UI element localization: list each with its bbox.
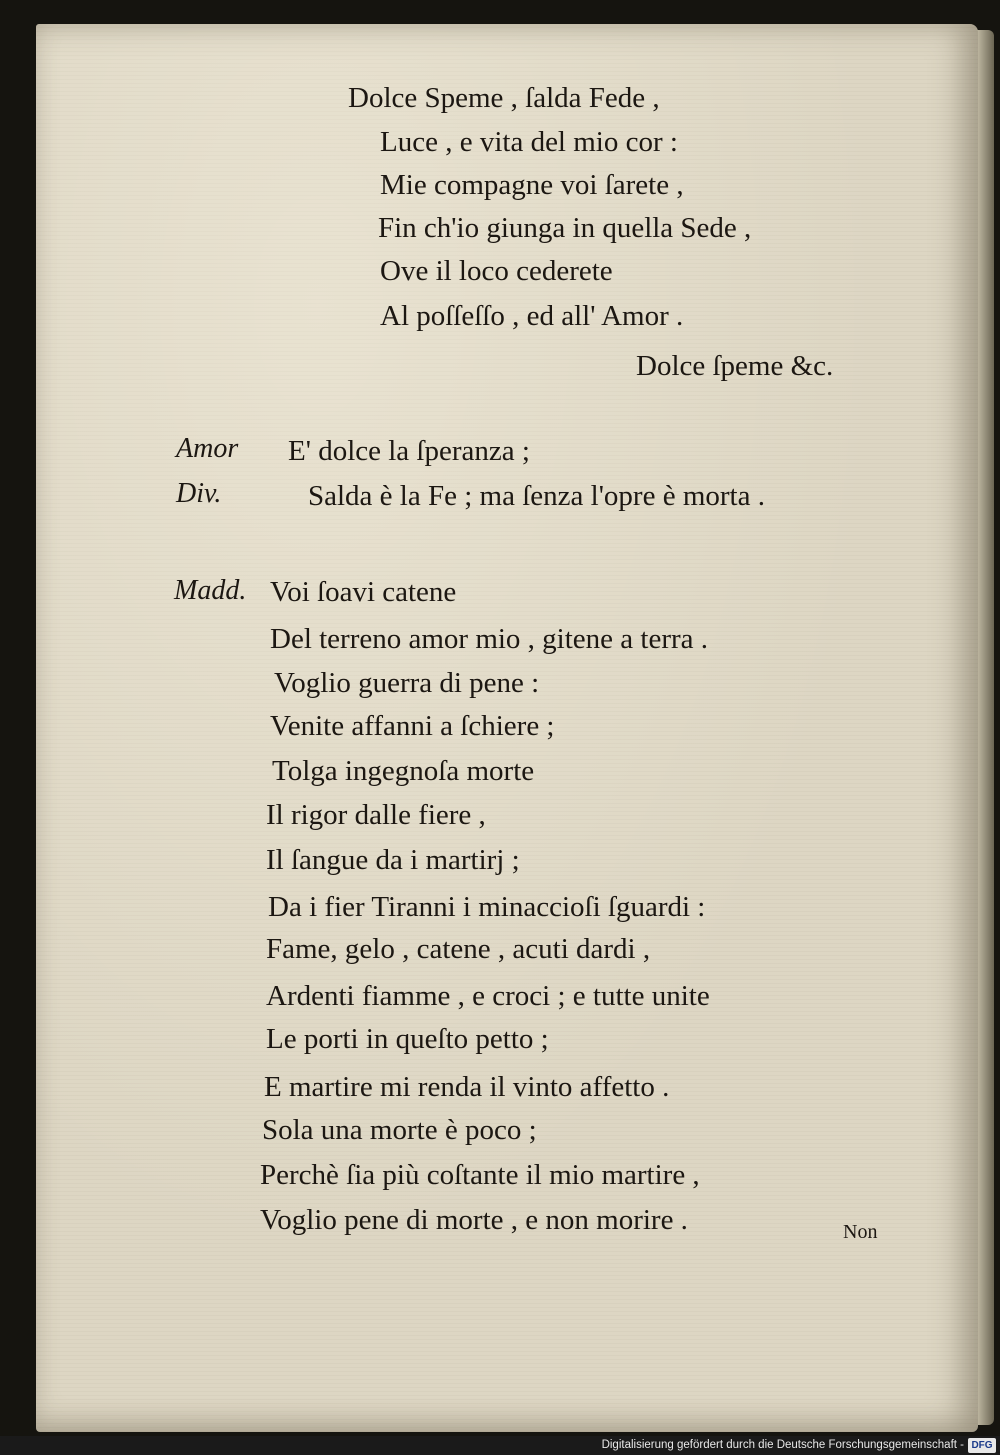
verse-line: Fin ch'io giunga in quella Sede , [378,212,752,244]
dialogue-line: E' dolce la ſperanza ; [288,435,530,467]
verse-line: Luce , e vita del mio cor : [380,126,678,158]
verse-line: Mie compagne voi ſarete , [380,169,684,201]
speech-line: Il rigor dalle fiere , [266,799,486,831]
speech-line: Sola una morte è poco ; [262,1114,537,1146]
speech-line: Perchè ſia più coſtante il mio martire , [260,1159,700,1191]
speech-line: Voglio guerra di pene : [274,667,540,699]
speech-line: Il ſangue da i martirj ; [266,844,520,876]
refrain-line: Dolce ſpeme &c. [636,350,834,382]
dfg-logo-icon: DFG [968,1438,996,1453]
speech-line: Fame, gelo , catene , acuti dardi , [266,933,651,965]
speech-line: Le porti in queſto petto ; [266,1023,549,1055]
speaker-label: Madd. [174,575,247,606]
speech-line: Venite affanni a ſchiere ; [270,710,555,742]
speech-line: Tolga ingegnoſa morte [272,755,535,787]
verse-line: Ove il loco cederete [380,255,613,287]
speech-line: Da i fier Tiranni i minaccioſi ſguardi : [268,891,706,923]
speech-line: Ardenti fiamme , e croci ; e tutte unite [266,980,710,1012]
verse-line: Dolce Speme , ſalda Fede , [348,82,660,114]
speech-line: Del terreno amor mio , gitene a terra . [270,623,709,655]
speech-line: Voi ſoavi catene [270,576,457,608]
speech-line: Voglio pene di morte , e non morire . [260,1204,688,1236]
speaker-label: Amor [176,433,239,464]
footer-credit-text: Digitalisierung gefördert durch die Deutsche Forschungsgemeinschaft - [601,1439,964,1451]
catchword: Non [843,1221,878,1243]
speaker-label: Div. [176,478,222,509]
dialogue-line: Salda è la Fe ; ma ſenza l'opre è morta . [308,480,765,512]
speech-line: E martire mi renda il vinto affetto . [264,1071,670,1103]
verse-line: Al poſſeſſo , ed all' Amor . [380,300,684,332]
